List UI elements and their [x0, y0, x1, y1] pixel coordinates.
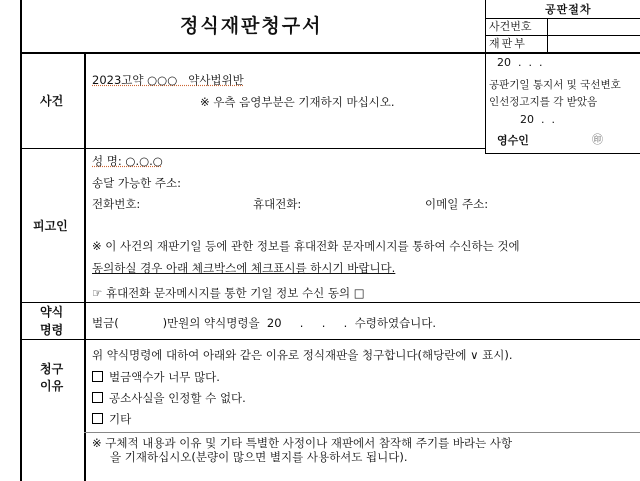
reason-option-label: 벌금액수가 너무 많다. — [109, 370, 220, 384]
sms-consent-line[interactable]: ☞ 휴대전화 문자메시지를 통한 기일 정보 수신 동의 □ — [92, 286, 365, 300]
row-line-title-bottom — [20, 52, 640, 54]
stamp-box-left-border — [485, 0, 486, 154]
mobile-label: 휴대전화: — [253, 197, 302, 211]
stamp-date-line-2: 20 . . — [520, 113, 555, 126]
reason-option-label: 기타 — [109, 412, 132, 426]
email-label: 이메일 주소: — [425, 197, 489, 211]
defendant-name: 성 명: ○.○.○ — [92, 154, 163, 168]
sms-notice-line-1: ※ 이 사건의 재판기일 등에 관한 정보를 휴대전화 문자메시지를 통하여 수신하는 것에 — [92, 239, 520, 253]
reason-label-line-2: 이유 — [40, 379, 64, 393]
order-label-line-2: 명령 — [40, 323, 64, 337]
division-field[interactable] — [548, 36, 640, 52]
checkbox-icon[interactable] — [92, 413, 103, 424]
order-label-line-1: 약식 — [40, 305, 64, 319]
reason-note-line-2: 을 기재하십시오(분량이 많으면 별지를 사용하셔도 됩니다). — [110, 450, 408, 464]
defendant-label: 피고인 — [33, 219, 68, 233]
row-line-stamp-bottom — [485, 153, 640, 154]
received-notice-line-2: 인선정고지를 각 받았음 — [489, 96, 598, 108]
reason-option-1[interactable] — [92, 370, 220, 384]
case-note: ※ 우측 음영부분은 기재하지 마십시오. — [200, 95, 395, 109]
row-line-order-bottom — [20, 339, 640, 340]
row-line-defendant-bottom — [20, 302, 640, 303]
reason-option-2[interactable] — [92, 391, 246, 405]
receiver-label: 영수인 — [497, 134, 529, 147]
stamp-box-header: 공판절차 — [545, 3, 592, 16]
left-outer-border — [20, 0, 22, 481]
case-line: 2023고약 ○○○ 약사법위반 — [92, 73, 244, 87]
row-line-reason-inner — [84, 432, 640, 433]
document-title: 정식재판청구서 — [180, 15, 323, 37]
checkbox-icon[interactable] — [92, 392, 103, 403]
checkbox-icon[interactable] — [92, 371, 103, 382]
row-line-case-bottom — [20, 148, 485, 149]
address-label: 송달 가능한 주소: — [92, 176, 181, 190]
reason-option-3[interactable] — [92, 412, 131, 426]
division-label: 재판부 — [489, 37, 527, 50]
case-number-label: 사건번호 — [489, 20, 532, 33]
reason-intro: 위 약식명령에 대하여 아래와 같은 이유로 정식재판을 청구합니다(해당란에 ∨ 표시). — [92, 348, 513, 362]
order-text: 벌금( )만원의 약식명령을 20 . . . 수령하였습니다. — [92, 316, 437, 330]
reason-option-label: 공소사실을 인정할 수 없다. — [109, 391, 246, 405]
stamp-date-line: 20 . . . — [497, 56, 543, 69]
sms-notice-line-2: 동의하실 경우 아래 체크박스에 체크표시를 하시기 바랍니다. — [92, 261, 396, 275]
reason-label-line-1: 청구 — [40, 362, 64, 376]
phone-label: 전화번호: — [92, 197, 141, 211]
case-label: 사건 — [40, 94, 64, 108]
reason-note-line-1: ※ 구체적 내용과 이유 및 기타 특별한 사정이나 재판에서 참작해 주기를 바라는 사항 — [92, 436, 513, 450]
address-field[interactable] — [205, 174, 475, 190]
seal-mark-icon: ㊞ — [592, 133, 603, 146]
received-notice-line-1: 공판기일 통지서 및 국선변호 — [489, 79, 621, 91]
case-number-field[interactable] — [548, 19, 640, 35]
label-divider — [84, 52, 86, 481]
